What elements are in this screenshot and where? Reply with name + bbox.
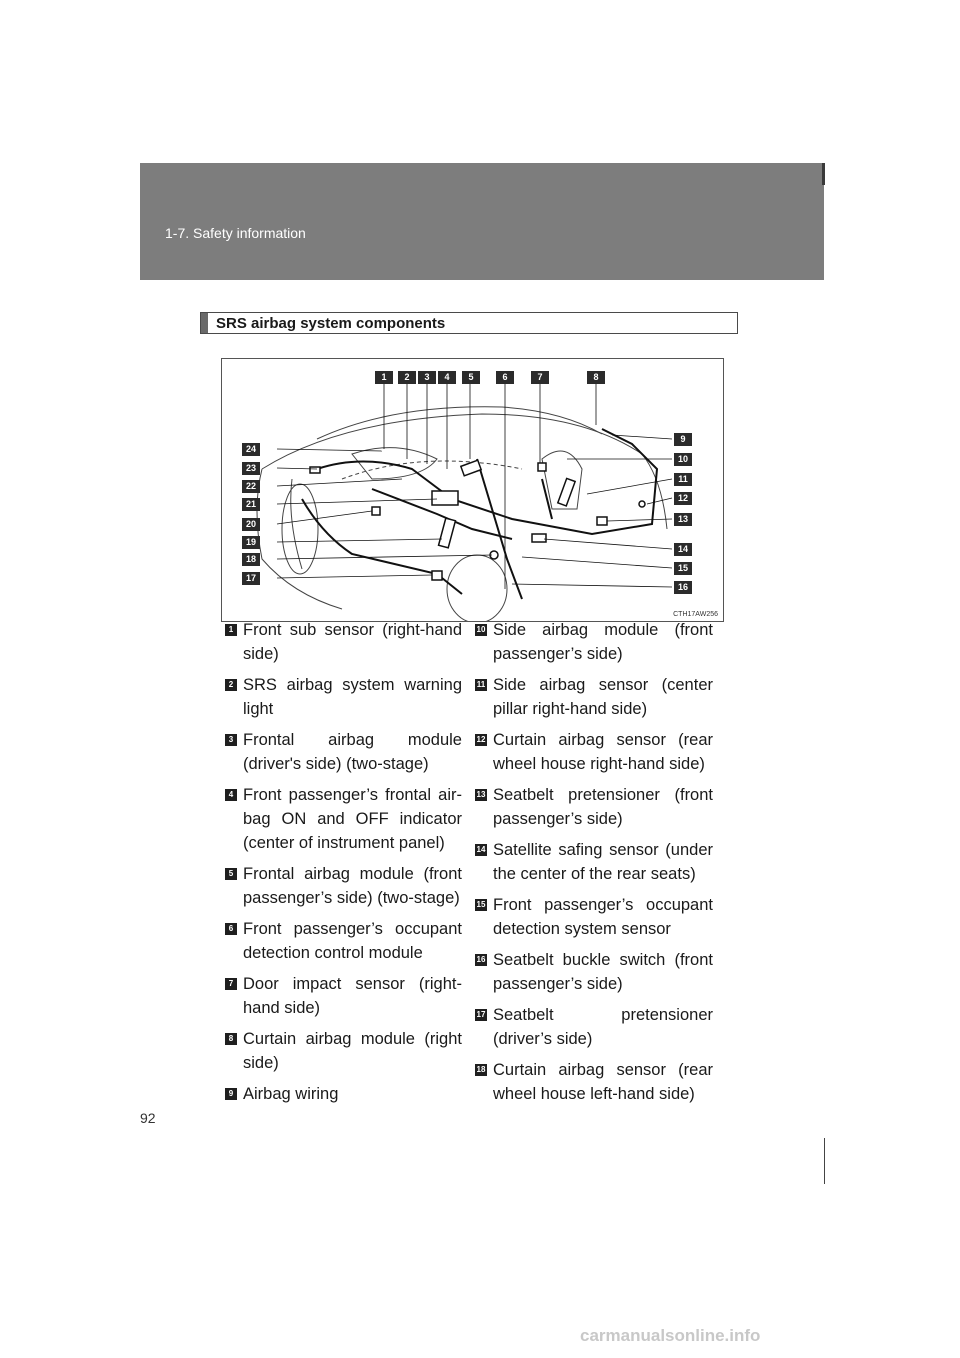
legend-number: 18 <box>476 1065 486 1074</box>
header-edge-mark <box>822 163 825 185</box>
legend-number: 17 <box>476 1010 486 1019</box>
legend-text: Seatbelt buckle switch (front passenger’s side) <box>493 951 713 993</box>
legend-number: 11 <box>476 680 486 689</box>
callout-24: 24 <box>242 443 260 456</box>
legend-text: SRS airbag system warning light <box>243 676 462 718</box>
legend-text: Front passenger’s occupant detection control module <box>243 920 462 962</box>
legend-item <box>225 972 462 1020</box>
legend-text: Side airbag module (front passenger’s side) <box>493 621 713 663</box>
legend-item <box>475 728 713 776</box>
section-label: 1-7. Safety information <box>165 225 306 241</box>
legend-number: 2 <box>225 679 237 691</box>
legend-item <box>475 618 713 666</box>
callout-18: 18 <box>242 553 260 566</box>
callout-8: 8 <box>587 371 605 384</box>
legend-number: 4 <box>225 789 237 801</box>
legend-item <box>225 728 462 776</box>
legend-number: 13 <box>476 790 486 799</box>
callout-17: 17 <box>242 572 260 585</box>
callout-4: 4 <box>438 371 456 384</box>
callout-12: 12 <box>674 492 692 505</box>
page-edge-mark <box>824 1138 825 1184</box>
legend-right-column <box>475 618 713 1113</box>
callout-2: 2 <box>398 371 416 384</box>
legend-number: 8 <box>225 1033 237 1045</box>
legend-item <box>475 1003 713 1051</box>
legend-number: 5 <box>225 868 237 880</box>
legend-item <box>225 673 462 721</box>
legend-number: 3 <box>225 734 237 746</box>
legend-item <box>475 948 713 996</box>
legend-text: Seatbelt pretensioner (front passenger’s side) <box>493 786 713 828</box>
callout-6: 6 <box>496 371 514 384</box>
legend-text: Airbag wiring <box>243 1085 339 1103</box>
callout-10: 10 <box>674 453 692 466</box>
car-illustration <box>222 359 724 622</box>
legend-item <box>225 917 462 965</box>
section-title: SRS airbag system components <box>216 315 446 332</box>
legend-number: 15 <box>476 900 486 909</box>
legend-text: Side airbag sensor (center pillar right-hand side) <box>493 676 713 718</box>
callout-15: 15 <box>674 562 692 575</box>
legend-number: 7 <box>225 978 237 990</box>
legend-item <box>475 893 713 941</box>
legend-number: 14 <box>476 845 486 854</box>
legend-item <box>225 1027 462 1075</box>
legend-text: Door impact sensor (right-hand side) <box>243 975 462 1017</box>
callout-21: 21 <box>242 498 260 511</box>
section-title-box <box>200 312 738 334</box>
legend-text: Frontal airbag module (driver's side) (two-stage) <box>243 731 462 773</box>
callout-11: 11 <box>674 473 692 486</box>
callout-3: 3 <box>418 371 436 384</box>
legend-text: Curtain airbag sensor (rear wheel house right-hand side) <box>493 731 713 773</box>
callout-19: 19 <box>242 536 260 549</box>
legend-number: 16 <box>476 955 486 964</box>
watermark: carmanualsonline.info <box>580 1326 761 1345</box>
title-accent-bar <box>201 313 208 333</box>
legend-number: 1 <box>225 624 237 636</box>
legend-item <box>475 1058 713 1106</box>
figure-code: CTH17AW256 <box>673 611 718 618</box>
legend-item <box>225 862 462 910</box>
airbag-components-diagram <box>221 358 724 622</box>
legend-text: Curtain airbag sensor (rear wheel house left-hand side) <box>493 1061 713 1103</box>
callout-16: 16 <box>674 581 692 594</box>
legend-item <box>475 838 713 886</box>
legend-text: Frontal airbag module (front passenger’s side) (two-stage) <box>243 865 462 907</box>
callout-7: 7 <box>531 371 549 384</box>
callout-14: 14 <box>674 543 692 556</box>
legend-left-column <box>225 618 462 1113</box>
callout-1: 1 <box>375 371 393 384</box>
legend-text: Satellite safing sensor (under the center of the rear seats) <box>493 841 713 883</box>
legend-item <box>475 783 713 831</box>
legend-text: Front passenger’s occupant detection system sensor <box>493 896 713 938</box>
legend-number: 12 <box>476 735 486 744</box>
legend-text: Seatbelt pretensioner (driver’s side) <box>493 1006 713 1048</box>
legend-text: Front passenger’s frontal air-bag ON and OFF indicator (center of instrument panel) <box>243 786 462 852</box>
legend-item <box>225 783 462 855</box>
legend-text: Curtain airbag module (right side) <box>243 1030 462 1072</box>
callout-23: 23 <box>242 462 260 475</box>
callout-9: 9 <box>674 433 692 446</box>
legend-item <box>225 1082 462 1106</box>
legend-number: 9 <box>225 1088 237 1100</box>
callout-5: 5 <box>462 371 480 384</box>
legend-text: Front sub sensor (right-hand side) <box>243 621 462 663</box>
header-band <box>140 163 824 280</box>
callout-22: 22 <box>242 480 260 493</box>
callout-13: 13 <box>674 513 692 526</box>
legend-item <box>475 673 713 721</box>
legend-number: 6 <box>225 923 237 935</box>
page-number: 92 <box>140 1110 156 1126</box>
legend-number: 10 <box>476 625 486 634</box>
callout-20: 20 <box>242 518 260 531</box>
legend-item <box>225 618 462 666</box>
